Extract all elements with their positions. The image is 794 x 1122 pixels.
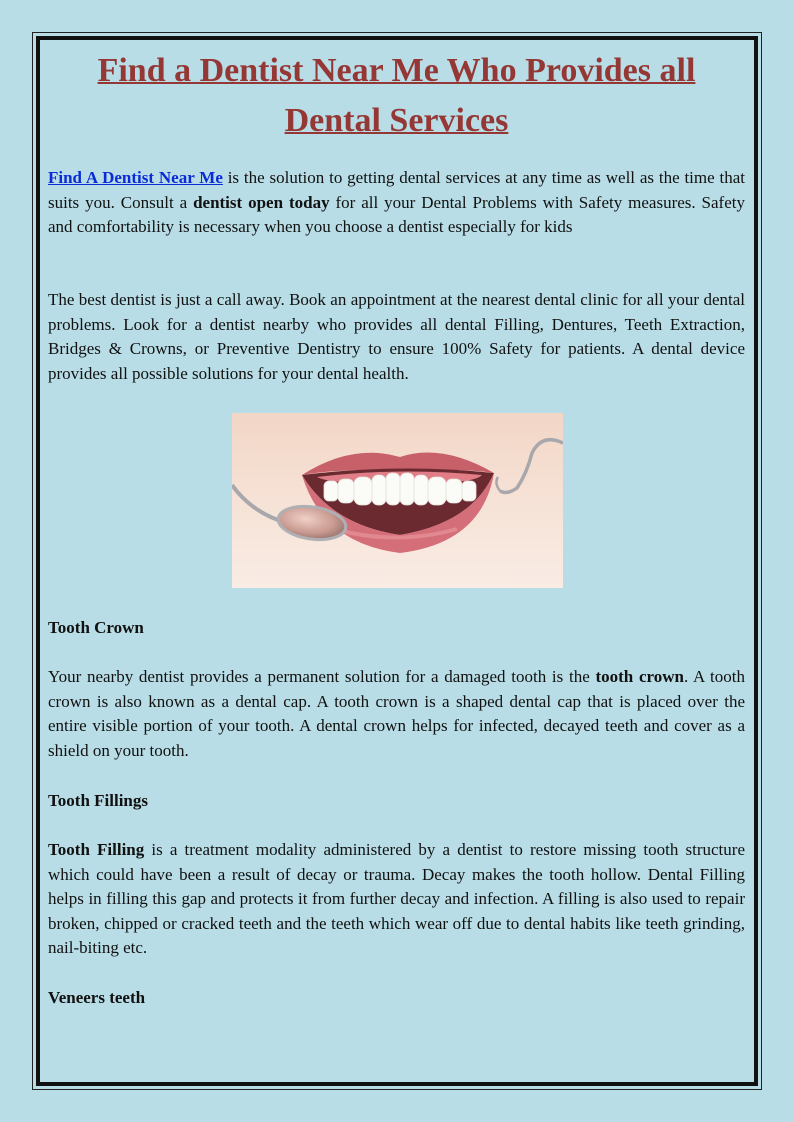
crown-text-1: Your nearby dentist provides a permanent solution for a damaged tooth is the	[48, 667, 596, 686]
filling-text: is a treatment modality administered by a dentist to restore missing tooth structure which could have been a result of decay or trauma. Decay makes the tooth hollow. Dental Filling helps in filling this gap and protects it from further decay and infection. A filling is also used to repair broken, chipped or cracked teeth and the teeth which wear off due to dental habits like teeth grinding, nail-biting etc.	[48, 840, 745, 958]
crown-text-2: . A tooth crown is also known as a dental cap. A tooth crown is a shaped dental cap that is placed over the entire visible portion of your tooth. A dental crown helps for infected, decayed teeth and cover as a shield on your tooth.	[48, 667, 745, 760]
filling-bold: Tooth Filling	[48, 840, 145, 859]
intro-paragraph	[48, 166, 745, 240]
tooth-crown-paragraph	[48, 665, 745, 763]
smile-dental-mirror-photo	[232, 413, 563, 588]
crown-bold: tooth crown	[595, 667, 684, 686]
tooth-fillings-heading: Tooth Fillings	[48, 791, 148, 810]
intro-text-1: is the solution to getting dental services at any time as well as the time that suits you. Consult a	[48, 168, 746, 212]
document-body	[48, 46, 746, 1007]
best-dentist-paragraph: The best dentist is just a call away. Book an appointment at the nearest dental clinic for all your dental problems. Look for a dentist nearby who provides all dental Filling, Dentures, Teeth Extraction, Bridges & Crowns, or Preventive Dentistry to ensure 100% Safety for patients. A dental device provides all possible solutions for your dental health.	[48, 290, 745, 383]
page-title: Find a Dentist Near Me Who Provides all Dental Services	[97, 52, 696, 139]
intro-text-2: for all your Dental Problems with Safety measures. Safety and comfortability is necessary when you choose a dentist especially for kids	[48, 192, 745, 237]
tooth-fillings-paragraph	[48, 838, 745, 961]
veneers-heading: Veneers teeth	[48, 988, 146, 1007]
intro-bold: dentist open today	[193, 192, 330, 212]
tooth-crown-heading: Tooth Crown	[48, 618, 144, 637]
find-dentist-link[interactable]: Find A Dentist Near Me	[48, 168, 223, 187]
